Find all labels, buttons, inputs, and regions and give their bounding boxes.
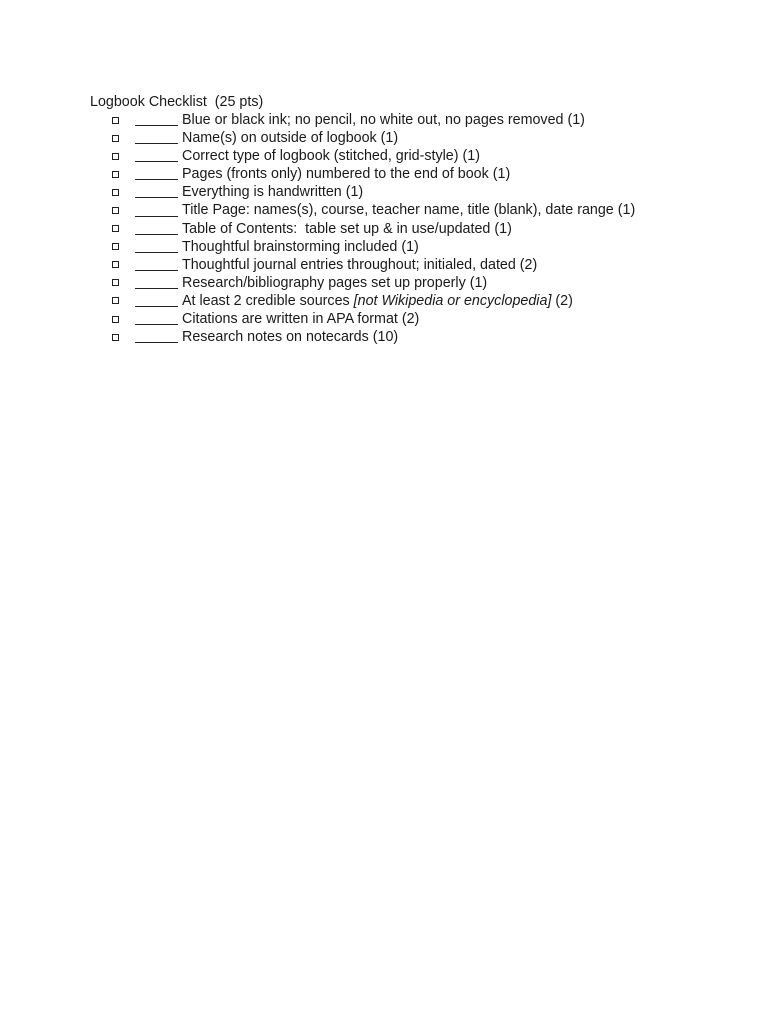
score-blank <box>135 124 178 126</box>
checklist-item <box>110 165 635 183</box>
checklist-item <box>110 129 635 147</box>
checkbox-icon <box>112 189 119 196</box>
score-blank <box>135 305 178 307</box>
checklist-item-text: Research/bibliography pages set up properly (1) <box>182 274 488 291</box>
checklist-item-text: Thoughtful brainstorming included (1) <box>182 238 419 255</box>
checklist-item <box>110 201 635 219</box>
checkbox-icon <box>112 243 119 250</box>
checklist-item-text: Table of Contents: table set up & in use/updated (1) <box>182 220 512 237</box>
checkbox-icon <box>112 135 119 142</box>
checkbox-icon <box>112 225 119 232</box>
score-blank <box>135 142 178 144</box>
score-blank <box>135 269 178 271</box>
checklist-item-text: Name(s) on outside of logbook (1) <box>182 130 399 147</box>
checklist-item-text: Blue or black ink; no pencil, no white out, no pages removed (1) <box>182 112 585 128</box>
checklist-item-note: [not Wikipedia or encyclopedia] <box>353 292 552 309</box>
checklist-item <box>110 310 635 328</box>
checkbox-icon <box>112 334 119 341</box>
checklist-item <box>110 147 635 165</box>
score-blank <box>135 251 178 253</box>
checklist-item-text: Thoughtful journal entries throughout; initialed, dated (2) <box>182 256 538 273</box>
checklist-item-text: Correct type of logbook (stitched, grid-style) (1) <box>182 148 480 165</box>
checklist-item-text: Pages (fronts only) numbered to the end of book (1) <box>182 166 511 183</box>
score-blank <box>135 196 178 198</box>
checkbox-icon <box>112 279 119 286</box>
checklist-item <box>110 256 635 274</box>
checklist-item-text: Research notes on notecards (10) <box>182 329 399 346</box>
score-blank <box>135 215 178 217</box>
checklist-item <box>110 183 635 201</box>
checklist-item-text: Citations are written in APA format (2) <box>182 311 420 328</box>
checklist-item-text: Title Page: names(s), course, teacher name, title (blank), date range (1) <box>182 202 636 219</box>
checklist-item <box>110 292 635 310</box>
checkbox-icon <box>112 297 119 304</box>
checkbox-icon <box>112 153 119 160</box>
checklist-item <box>110 274 635 292</box>
checkbox-icon <box>112 171 119 178</box>
checklist-item <box>110 238 635 256</box>
checkbox-icon <box>112 117 119 124</box>
checklist-item <box>110 328 635 346</box>
checklist <box>110 111 635 346</box>
checkbox-icon <box>112 207 119 214</box>
score-blank <box>135 341 178 343</box>
checklist-item-text: At least 2 credible sources <box>182 292 354 309</box>
score-blank <box>135 287 178 289</box>
score-blank <box>135 160 178 162</box>
checklist-item-points: (2) <box>551 292 573 309</box>
score-blank <box>135 178 178 180</box>
score-blank <box>135 233 178 235</box>
checklist-item <box>110 220 635 238</box>
checkbox-icon <box>112 261 119 268</box>
checklist-item <box>110 111 635 129</box>
checklist-item-text: Everything is handwritten (1) <box>182 184 364 201</box>
score-blank <box>135 323 178 325</box>
checkbox-icon <box>112 316 119 323</box>
checklist-title: Logbook Checklist (25 pts) <box>90 94 264 110</box>
